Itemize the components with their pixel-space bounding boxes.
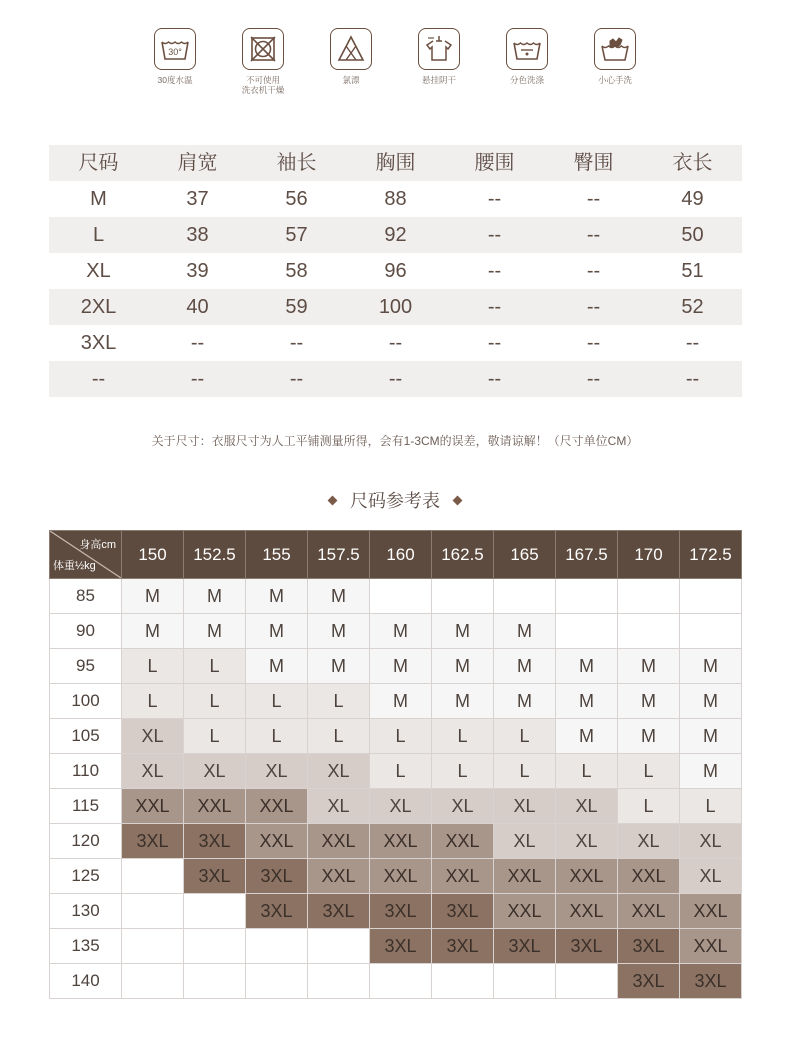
size-cell: 3XL	[432, 894, 494, 929]
table-cell: --	[487, 224, 502, 246]
size-cell: XXL	[680, 929, 742, 964]
table-cell: 49	[681, 188, 704, 210]
size-cell: 3XL	[246, 859, 308, 894]
size-cell: M	[432, 614, 494, 649]
chlorine-bleach-icon	[330, 28, 372, 70]
weight-cell: 115	[50, 789, 122, 824]
size-cell	[680, 579, 742, 614]
size-cell: XXL	[308, 824, 370, 859]
table-cell: 52	[681, 296, 704, 318]
height-header: 165	[494, 531, 556, 579]
table-cell: 40	[186, 296, 209, 318]
size-cell: L	[184, 719, 246, 754]
size-cell: M	[308, 614, 370, 649]
header-cell: 臀围	[573, 152, 614, 174]
measurement-header-row	[49, 145, 742, 181]
size-cell: L	[122, 684, 184, 719]
size-cell	[618, 579, 680, 614]
care-label: 悬挂阴干	[421, 75, 456, 85]
care-label: 30度水温	[157, 75, 193, 85]
weight-cell: 90	[50, 614, 122, 649]
size-cell: M	[680, 719, 742, 754]
table-cell: --	[289, 332, 304, 354]
size-cell: M	[618, 684, 680, 719]
table-row	[50, 719, 742, 754]
size-cell	[308, 929, 370, 964]
table-cell: XL	[86, 260, 111, 282]
table-cell: M	[90, 188, 107, 210]
height-header: 162.5	[432, 531, 494, 579]
size-cell: M	[432, 684, 494, 719]
size-cell: M	[122, 579, 184, 614]
weight-cell: 130	[50, 894, 122, 929]
size-cell: M	[618, 719, 680, 754]
size-cell	[184, 929, 246, 964]
size-cell: M	[680, 649, 742, 684]
table-row	[50, 894, 742, 929]
size-cell: XXL	[618, 859, 680, 894]
table-cell: --	[487, 260, 502, 282]
size-cell: 3XL	[246, 894, 308, 929]
size-cell: XXL	[308, 859, 370, 894]
hand-wash-icon	[594, 28, 636, 70]
weight-cell: 100	[50, 684, 122, 719]
svg-text:30°: 30°	[168, 47, 182, 57]
size-cell: M	[680, 684, 742, 719]
size-cell: L	[618, 789, 680, 824]
size-cell: M	[308, 579, 370, 614]
table-cell: --	[685, 332, 700, 354]
size-cell: XL	[618, 824, 680, 859]
height-header: 157.5	[308, 531, 370, 579]
size-cell: M	[308, 649, 370, 684]
diamond-icon	[453, 495, 463, 505]
table-cell: --	[388, 332, 403, 354]
header-cell: 肩宽	[177, 152, 218, 174]
size-cell: 3XL	[494, 929, 556, 964]
hang-dry-shade-icon	[418, 28, 460, 70]
size-cell: M	[184, 614, 246, 649]
size-cell: L	[246, 684, 308, 719]
table-cell: --	[388, 368, 403, 390]
size-cell: 3XL	[370, 929, 432, 964]
size-cell	[122, 964, 184, 999]
size-cell: XL	[122, 754, 184, 789]
size-cell: M	[246, 649, 308, 684]
table-cell: 38	[186, 224, 209, 246]
size-cell	[370, 964, 432, 999]
table-cell: 59	[285, 296, 308, 318]
weight-cell: 105	[50, 719, 122, 754]
table-cell: 100	[378, 296, 413, 318]
height-header: 170	[618, 531, 680, 579]
care-item	[570, 28, 660, 85]
table-cell: --	[487, 296, 502, 318]
corner-header	[50, 531, 122, 579]
table-cell: --	[586, 368, 601, 390]
table-cell: --	[586, 332, 601, 354]
size-cell: L	[680, 789, 742, 824]
size-cell: M	[494, 649, 556, 684]
care-instructions	[0, 28, 790, 100]
size-cell: M	[184, 579, 246, 614]
size-cell: XXL	[184, 789, 246, 824]
size-cell: 3XL	[618, 964, 680, 999]
size-cell	[556, 964, 618, 999]
height-header: 155	[246, 531, 308, 579]
size-cell	[184, 894, 246, 929]
size-cell: XXL	[432, 859, 494, 894]
size-cell	[618, 614, 680, 649]
size-cell: 3XL	[184, 859, 246, 894]
table-cell: --	[586, 188, 601, 210]
size-cell: 3XL	[680, 964, 742, 999]
size-cell: XL	[370, 789, 432, 824]
table-cell: 56	[285, 188, 308, 210]
table-row	[50, 964, 742, 999]
size-cell: M	[246, 614, 308, 649]
table-cell: 96	[384, 260, 407, 282]
size-cell: L	[432, 754, 494, 789]
header-cell: 袖长	[276, 152, 317, 174]
weight-cell: 110	[50, 754, 122, 789]
size-cell: M	[494, 684, 556, 719]
size-cell: XXL	[556, 894, 618, 929]
measurement-row	[49, 253, 742, 289]
weight-cell: 85	[50, 579, 122, 614]
size-cell: L	[246, 719, 308, 754]
size-cell: M	[370, 614, 432, 649]
table-cell: 3XL	[80, 332, 117, 354]
measurement-row	[49, 289, 742, 325]
table-row	[50, 824, 742, 859]
care-label: 氯漂	[342, 75, 360, 85]
size-cell: XL	[556, 789, 618, 824]
size-cell: M	[556, 719, 618, 754]
size-cell: 3XL	[370, 894, 432, 929]
weight-cell: 95	[50, 649, 122, 684]
weight-cell: 125	[50, 859, 122, 894]
size-cell	[432, 579, 494, 614]
corner-weight-label: 体重½kg	[53, 560, 96, 572]
height-header: 160	[370, 531, 432, 579]
size-cell: XL	[494, 824, 556, 859]
weight-cell: 135	[50, 929, 122, 964]
table-row	[50, 754, 742, 789]
size-cell: M	[370, 684, 432, 719]
size-cell: L	[556, 754, 618, 789]
table-cell: 58	[285, 260, 308, 282]
no-tumble-dry-icon	[242, 28, 284, 70]
size-cell	[556, 614, 618, 649]
care-item	[130, 28, 220, 85]
size-cell: XXL	[246, 789, 308, 824]
size-cell	[246, 929, 308, 964]
table-row	[50, 579, 742, 614]
size-cell: XXL	[494, 894, 556, 929]
size-note: 关于尺寸：衣服尺寸为人工平铺测量所得，会有1-3CM的误差，敬请谅解！（尺寸单位CM）	[151, 434, 639, 448]
measurement-row	[49, 361, 742, 397]
size-cell	[370, 579, 432, 614]
care-item	[218, 28, 308, 95]
care-label: 分色洗涤	[509, 75, 544, 85]
height-header: 172.5	[680, 531, 742, 579]
table-row	[50, 929, 742, 964]
size-cell: L	[618, 754, 680, 789]
care-label: 小心手洗	[597, 75, 632, 85]
size-cell	[308, 964, 370, 999]
height-header: 150	[122, 531, 184, 579]
size-cell: XL	[680, 859, 742, 894]
table-cell: L	[92, 224, 105, 246]
table-cell: 57	[285, 224, 308, 246]
size-cell: M	[370, 649, 432, 684]
size-cell: XXL	[370, 859, 432, 894]
size-cell: 3XL	[618, 929, 680, 964]
size-cell: 3XL	[556, 929, 618, 964]
size-cell: M	[494, 614, 556, 649]
table-cell: 88	[384, 188, 407, 210]
measurement-row	[49, 325, 742, 361]
size-cell: L	[308, 719, 370, 754]
size-cell: XXL	[432, 824, 494, 859]
table-cell: 51	[681, 260, 704, 282]
size-reference-table	[49, 530, 742, 999]
size-cell: 3XL	[122, 824, 184, 859]
size-cell: XL	[494, 789, 556, 824]
size-cell: M	[680, 754, 742, 789]
size-cell: L	[494, 754, 556, 789]
size-cell	[184, 964, 246, 999]
size-cell: L	[184, 649, 246, 684]
size-cell: XXL	[122, 789, 184, 824]
size-cell: XXL	[494, 859, 556, 894]
table-row	[50, 614, 742, 649]
size-cell	[680, 614, 742, 649]
size-cell	[122, 859, 184, 894]
reference-body	[50, 579, 742, 999]
size-cell	[432, 964, 494, 999]
wash-30-icon	[154, 28, 196, 70]
size-cell: M	[432, 649, 494, 684]
size-cell	[494, 964, 556, 999]
weight-cell: 140	[50, 964, 122, 999]
table-row	[50, 789, 742, 824]
care-label: 不可使用 洗衣机干燥	[241, 75, 285, 95]
weight-cell: 120	[50, 824, 122, 859]
size-cell: XXL	[246, 824, 308, 859]
size-cell: XL	[308, 789, 370, 824]
table-cell: 50	[681, 224, 704, 246]
measurement-table	[49, 145, 742, 397]
size-cell: L	[370, 719, 432, 754]
size-cell: L	[494, 719, 556, 754]
table-cell: 2XL	[80, 296, 117, 318]
size-cell	[122, 894, 184, 929]
table-cell: --	[586, 260, 601, 282]
table-cell: --	[487, 368, 502, 390]
table-cell: --	[190, 368, 205, 390]
table-row	[50, 684, 742, 719]
table-cell: --	[190, 332, 205, 354]
table-cell: --	[685, 368, 700, 390]
size-cell: XXL	[618, 894, 680, 929]
table-cell: --	[487, 332, 502, 354]
size-cell	[494, 579, 556, 614]
table-cell: --	[289, 368, 304, 390]
measurement-row	[49, 217, 742, 253]
size-cell: XXL	[680, 894, 742, 929]
table-cell: --	[91, 368, 106, 390]
header-cell: 胸围	[375, 152, 416, 174]
size-cell: XL	[184, 754, 246, 789]
table-cell: 37	[186, 188, 209, 210]
table-cell: 39	[186, 260, 209, 282]
table-row	[50, 859, 742, 894]
diamond-icon	[328, 495, 338, 505]
separate-wash-icon	[506, 28, 548, 70]
size-cell: XL	[122, 719, 184, 754]
size-cell	[122, 929, 184, 964]
table-cell: --	[586, 224, 601, 246]
size-cell: XL	[556, 824, 618, 859]
height-header: 167.5	[556, 531, 618, 579]
size-cell: XL	[432, 789, 494, 824]
size-cell: XXL	[370, 824, 432, 859]
size-cell: L	[432, 719, 494, 754]
size-cell	[246, 964, 308, 999]
header-cell: 衣长	[672, 152, 713, 174]
size-cell: XL	[246, 754, 308, 789]
size-cell: XL	[308, 754, 370, 789]
size-cell	[556, 579, 618, 614]
size-cell: XL	[680, 824, 742, 859]
size-cell: M	[246, 579, 308, 614]
size-cell: 3XL	[432, 929, 494, 964]
care-item	[306, 28, 396, 85]
care-item	[482, 28, 572, 85]
care-item	[394, 28, 484, 85]
height-header: 152.5	[184, 531, 246, 579]
size-cell: M	[556, 684, 618, 719]
reference-title	[0, 488, 790, 514]
table-cell: 92	[384, 224, 407, 246]
header-cell: 腰围	[474, 152, 515, 174]
size-cell: L	[370, 754, 432, 789]
table-cell: --	[487, 188, 502, 210]
corner-height-label: 身高cm	[79, 539, 116, 551]
table-row	[50, 649, 742, 684]
size-cell: M	[556, 649, 618, 684]
size-cell: L	[122, 649, 184, 684]
size-cell: M	[122, 614, 184, 649]
size-cell: 3XL	[308, 894, 370, 929]
height-header-row	[50, 531, 742, 579]
header-cell: 尺码	[78, 152, 119, 174]
table-cell: --	[586, 296, 601, 318]
measurement-row	[49, 181, 742, 217]
size-cell: 3XL	[184, 824, 246, 859]
size-cell: M	[618, 649, 680, 684]
size-cell: XXL	[556, 859, 618, 894]
size-cell: L	[184, 684, 246, 719]
reference-title-text: 尺码参考表	[350, 491, 440, 511]
size-cell: L	[308, 684, 370, 719]
